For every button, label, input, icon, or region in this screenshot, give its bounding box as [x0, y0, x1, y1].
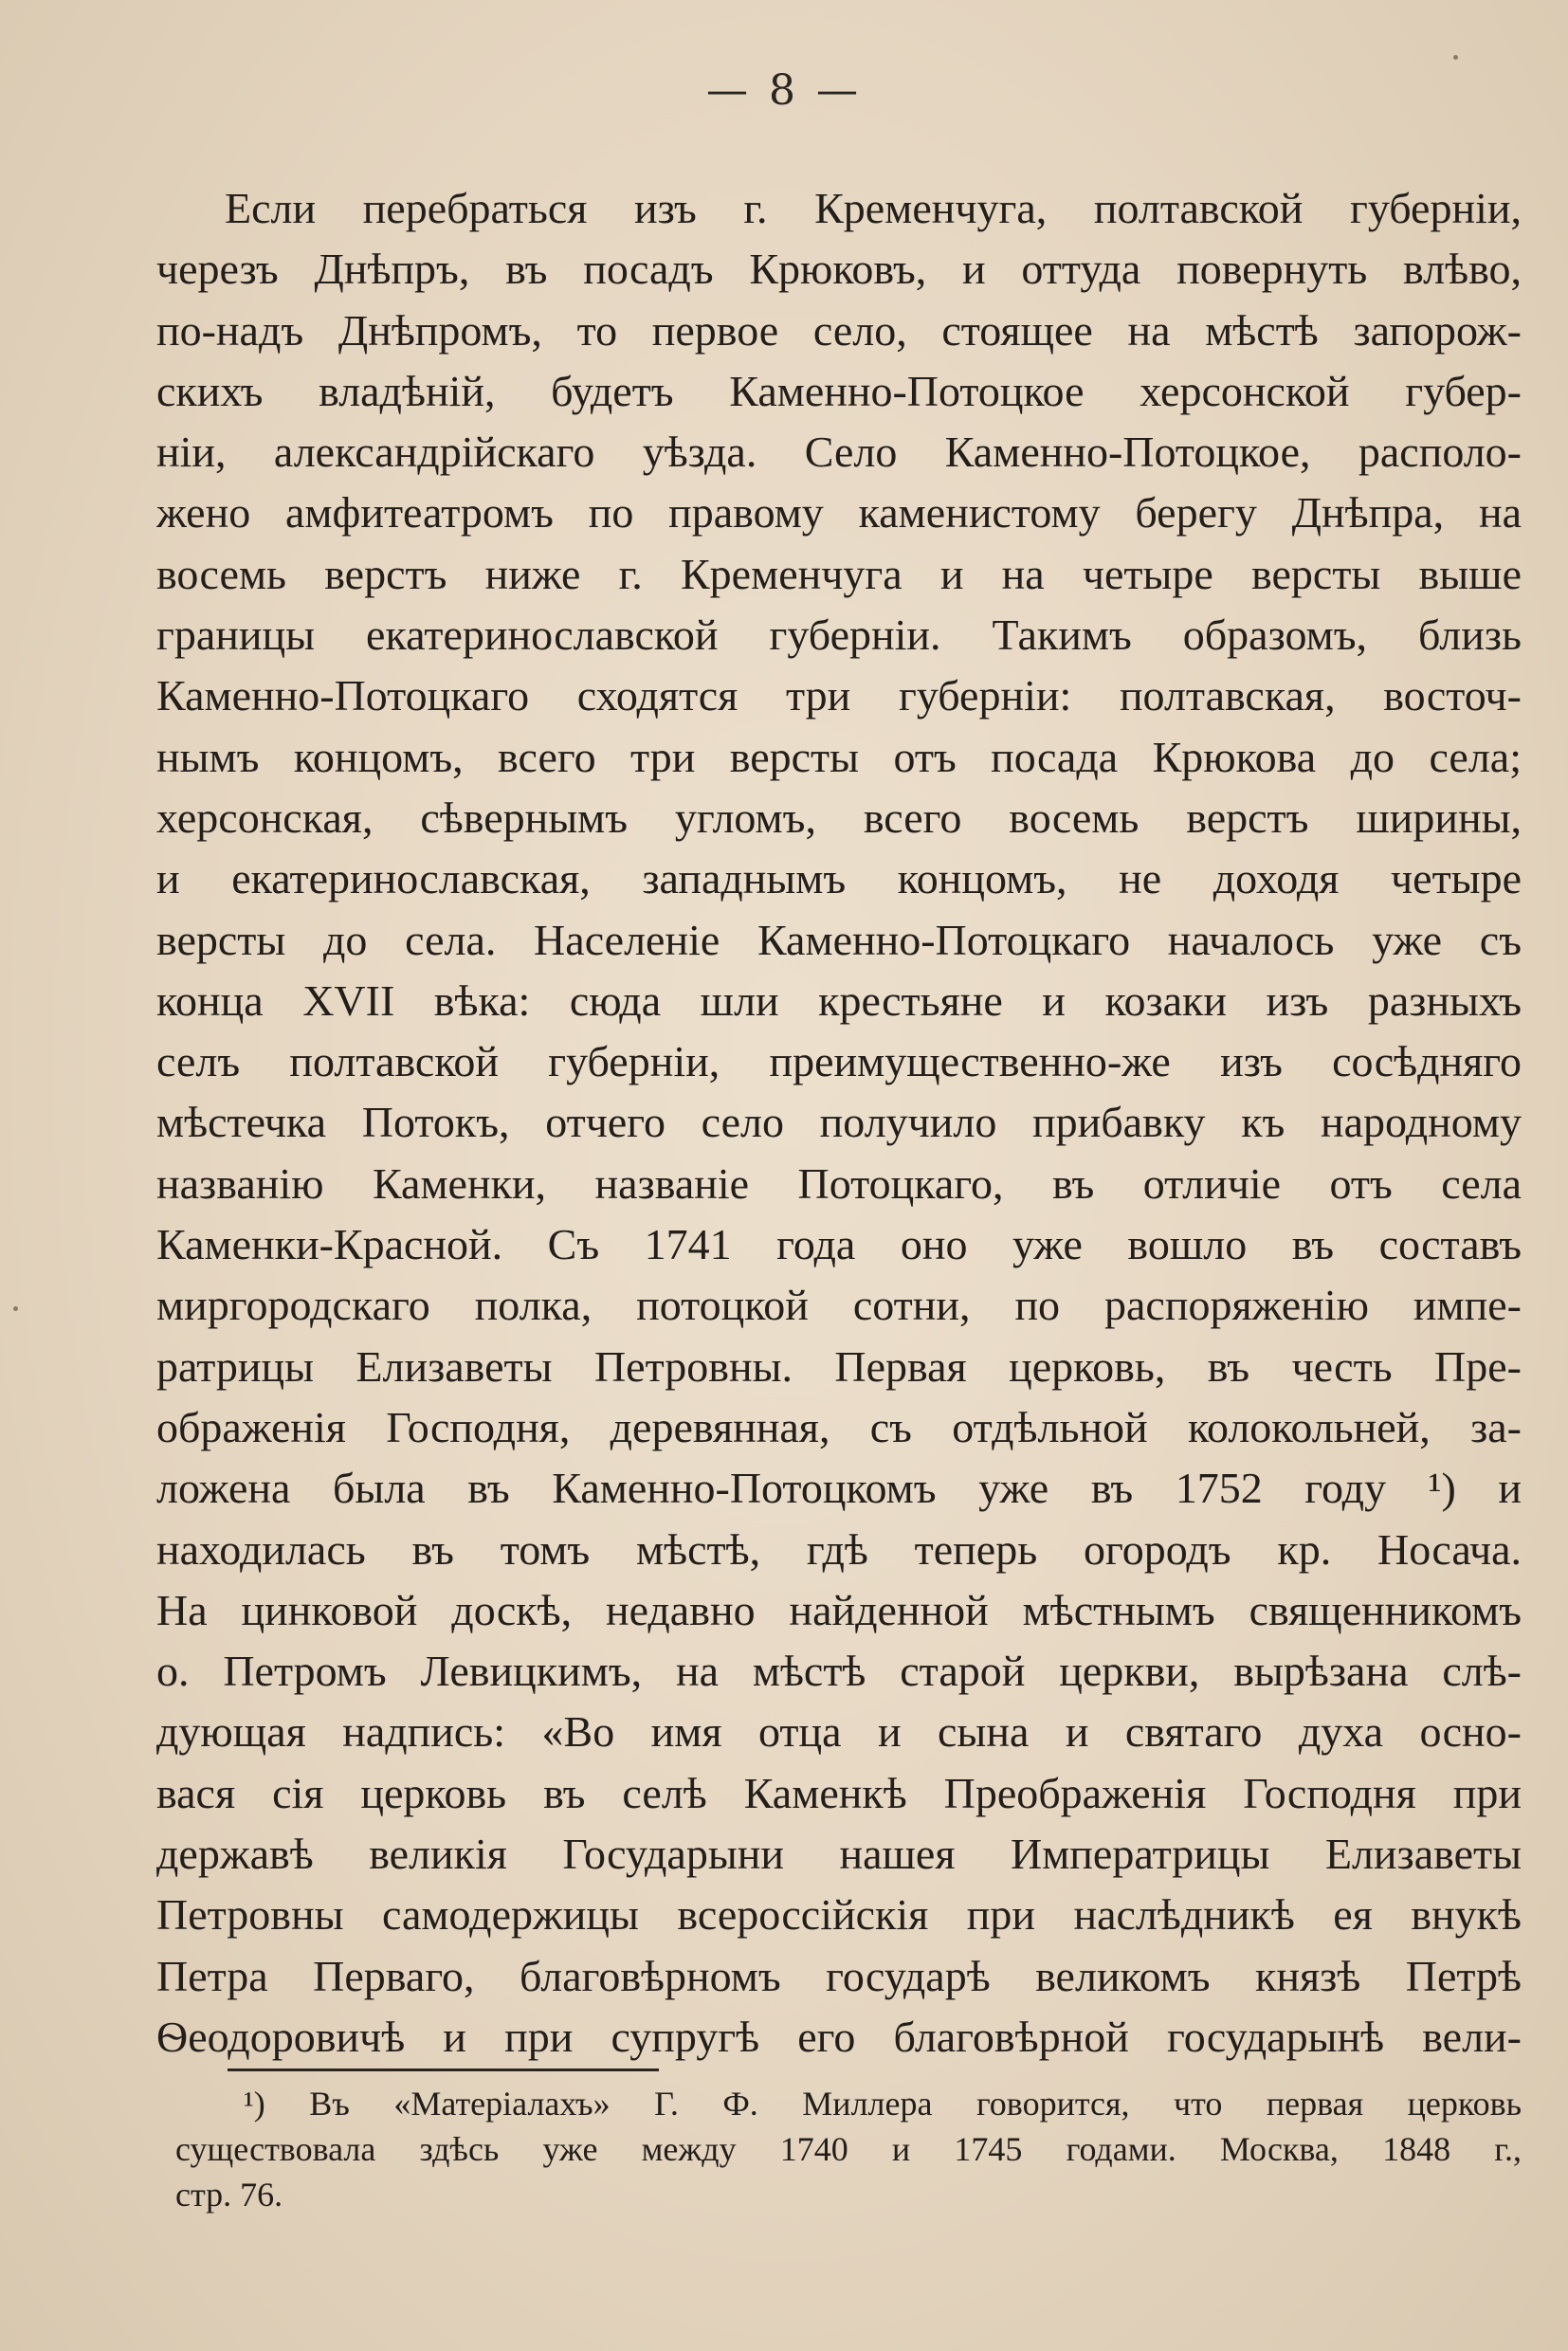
text-line: селъ полтавской губерніи, преимущественно-же изъ сосѣдняго	[156, 1037, 1522, 1086]
main-text	[156, 178, 1522, 2068]
text-line: ображенія Господня, деревянная, съ отдѣльной колокольней, за-	[156, 1402, 1522, 1451]
text-line: скихъ владѣній, будетъ Каменно-Потоцкое херсонской губер-	[156, 366, 1522, 415]
text-line: ніи, александрійскаго уѣзда. Село Каменно-Потоцкое, располо-	[156, 428, 1522, 477]
text-line: версты до села. Населеніе Каменно-Потоцкаго началось уже съ	[156, 915, 1522, 964]
text-line: Петра Перваго, благовѣрномъ государѣ великомъ князѣ Петрѣ	[156, 1951, 1522, 2000]
text-line: Каменно-Потоцкаго сходятся три губерніи: полтавская, восточ-	[156, 671, 1522, 720]
text-line: названію Каменки, названіе Потоцкаго, въ отличіе отъ села	[156, 1158, 1522, 1208]
text-line: ложена была въ Каменно-Потоцкомъ уже въ 1752 году ¹) и	[156, 1464, 1522, 1513]
text-line: Ѳеодоровичѣ и при супругѣ его благовѣрной государынѣ вели-	[156, 2012, 1522, 2061]
text-line: жено амфитеатромъ по правому каменистому берегу Днѣпра, на	[156, 488, 1522, 538]
text-line: мѣстечка Потокъ, отчего село получило прибавку къ народному	[156, 1098, 1522, 1147]
text-line: черезъ Днѣпръ, въ посадъ Крюковъ, и оттуда повернуть влѣво,	[156, 245, 1522, 294]
text-line: нымъ концомъ, всего три версты отъ посада Крюкова до села;	[156, 732, 1522, 781]
footnote-divider	[228, 2069, 659, 2071]
text-line: херсонская, сѣвернымъ угломъ, всего восемь верстъ ширины,	[156, 793, 1522, 842]
paper-speck	[13, 1306, 18, 1311]
text-line: вася сія церковь въ селѣ Каменкѣ Преображенія Господня при	[156, 1768, 1522, 1817]
footnote-line: стр. 76.	[175, 2176, 283, 2214]
text-line: державѣ великія Государыни нашея Императрицы Елизаветы	[156, 1830, 1522, 1879]
text-line: Петровны самодержицы всероссійскія при наслѣдникѣ ея внукѣ	[156, 1890, 1522, 1940]
text-line: восемь верстъ ниже г. Кременчуга и на четыре версты выше	[156, 549, 1522, 598]
page-number: — 8 —	[706, 66, 862, 115]
text-line: по-надъ Днѣпромъ, то первое село, стоящее на мѣстѣ запорож-	[156, 305, 1522, 355]
text-line: границы екатеринославской губерніи. Такимъ образомъ, близь	[156, 611, 1522, 660]
text-line: о. Петромъ Левицкимъ, на мѣстѣ старой церкви, вырѣзана слѣ-	[156, 1647, 1522, 1696]
text-line: и екатеринославская, западнымъ концомъ, не доходя четыре	[156, 854, 1522, 903]
text-line: конца XVII вѣка: сюда шли крестьяне и козаки изъ разныхъ	[156, 975, 1522, 1025]
text-line: миргородскаго полка, потоцкой сотни, по распоряженію импе-	[156, 1281, 1522, 1330]
paper-speck	[1453, 55, 1458, 60]
text-line: На цинковой доскѣ, недавно найденной мѣстнымъ священникомъ	[156, 1585, 1522, 1634]
footnote-line: существовала здѣсь уже между 1740 и 1745 годами. Москва, 1848 г.,	[175, 2130, 1522, 2168]
text-line: Если перебраться изъ г. Кременчуга, полтавской губерніи,	[225, 184, 1522, 232]
text-line: Каменки-Красной. Съ 1741 года оно уже вошло въ составъ	[156, 1220, 1522, 1269]
footnote	[175, 2081, 1522, 2217]
footnote-line: ¹) Въ «Матеріалахъ» Г. Ф. Миллера говорится, что первая церковь	[244, 2085, 1522, 2123]
text-line: находилась въ томъ мѣстѣ, гдѣ теперь огородъ кр. Носача.	[156, 1524, 1522, 1574]
text-line: ратрицы Елизаветы Петровны. Первая церковь, въ честь Пре-	[156, 1341, 1522, 1391]
text-line: дующая надпись: «Во имя отца и сына и святаго духа осно-	[156, 1707, 1522, 1757]
